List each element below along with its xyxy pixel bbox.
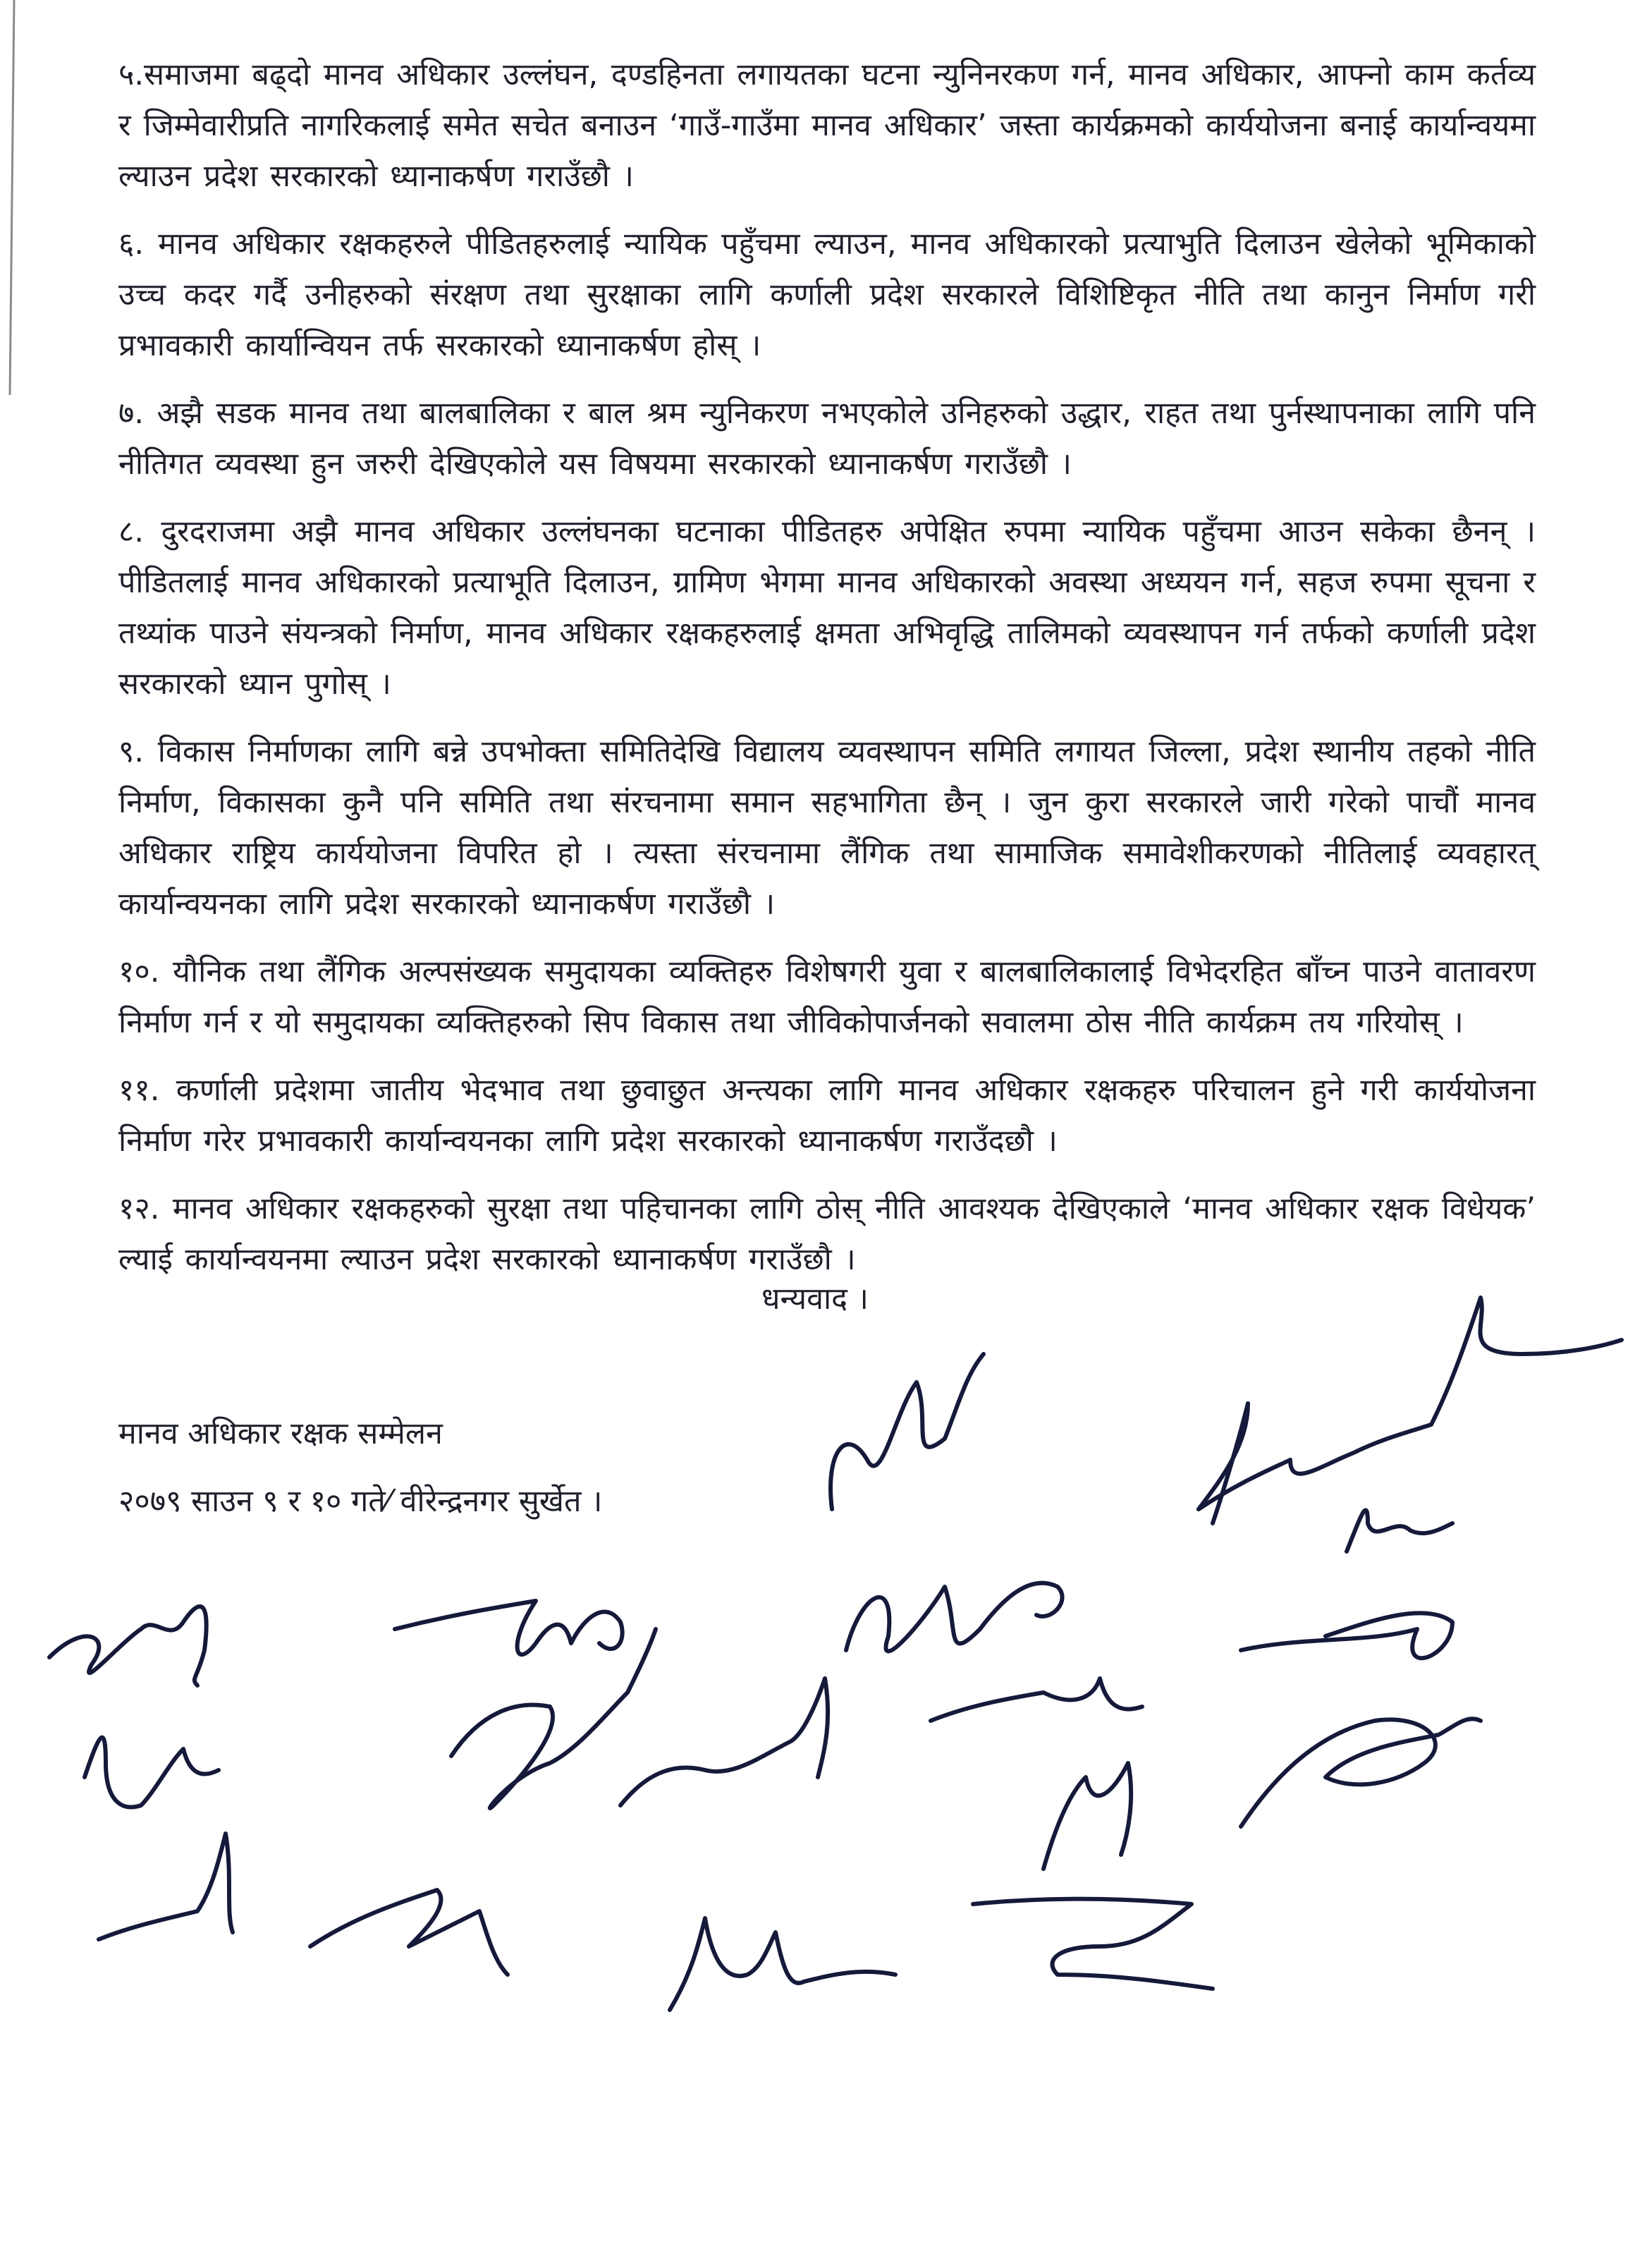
signature-14 — [85, 1738, 219, 1807]
paragraph-9: ९. विकास निर्माणका लागि बन्ने उपभोक्ता समितिदेखि विद्यालय व्यवस्थापन समिति लगायत जिल्ला, प्रदेश स्थानीय तहको नीति निर्माण, विकासका कुनै पनि समिति तथा संरचनामा समान सहभागिता छैन् । जुन कुरा सरकारले जारी गरेको पाचौं मानव अधिकार राष्ट्रिय कार्ययोजना विपरित हो । त्यस्ता संरचनामा लैंगिक तथा सामाजिक समावेशीकरणको नीतिलाई व्यवहारत् कार्यान्वयनका लागि प्रदेश सरकारको ध्यानाकर्षण गराउँछौ । — [118, 734, 1536, 922]
signature-16 — [310, 1890, 508, 1975]
signature-2 — [846, 1583, 1063, 1652]
paragraph-11: ११. कर्णाली प्रदेशमा जातीय भेदभाव तथा छुवाछुत अन्त्यका लागि मानव अधिकार रक्षकहरु परिचालन हुने गरी कार्ययोजना निर्माण गरेर प्रभावकारी कार्यान्वयनका लागि प्रदेश सरकारको ध्यानाकर्षण गराउँदछौ । — [118, 1073, 1536, 1159]
signature-6 — [49, 1606, 207, 1685]
signature-12 — [1241, 1719, 1481, 1827]
document-body — [118, 49, 1536, 1302]
paragraph-5: ५.समाजमा बढ्दो मानव अधिकार उल्लंघन, दण्डहिनता लगायतका घटना न्युनिनरकण गर्न, मानव अधिकार, आफ्नो काम कर्तव्य र जिम्मेवारीप्रति नागरिकलाई समेत सचेत बनाउन ‘गाउँ-गाउँमा मानव अधिकार’ जस्ता कार्यक्रमको कार्ययोजना बनाई कार्यान्वयमा ल्याउन प्रदेश सरकारको ध्यानाकर्षण गराउँछौ । — [118, 57, 1536, 194]
signature-10 — [931, 1678, 1142, 1721]
paragraph-10: १०. यौनिक तथा लैंगिक अल्पसंख्यक समुदायका व्यक्तिहरु विशेषगरी युवा र बालबालिकालाई विभेदरहित बाँच्न पाउने वातावरण निर्माण गर्न र यो समुदायका व्यक्तिहरुको सिप विकास तथा जीविकोपार्जनको सवालमा ठोस नीति कार्यक्रम तय गरियोस् । — [118, 954, 1536, 1040]
signature-11 — [1043, 1763, 1131, 1869]
footer-block — [118, 1400, 602, 1535]
paragraph-6: ६. मानव अधिकार रक्षकहरुले पीडितहरुलाई न्यायिक पहुँचमा ल्याउन, मानव अधिकारको प्रत्याभुति दिलाउन खेलेको भूमिकाको उच्च कदर गर्दै उनीहरुको संरक्षण तथा सुरक्षाका लागि कर्णाली प्रदेश सरकारले विशिष्टिकृत नीति तथा कानुन निर्माण गरी प्रभावकारी कार्यान्वियन तर्फ सरकारको ध्यानाकर्षण होस् । — [118, 226, 1536, 363]
paragraph-12: १२. मानव अधिकार रक्षकहरुको सुरक्षा तथा पहिचानका लागि ठोस् नीति आवश्यक देखिएकाले ‘मानव अधिकार रक्षक विधेयक’ ल्याई कार्यान्वयनमा ल्याउन प्रदेश सरकारको ध्यानाकर्षण गराउँछौ । — [118, 1191, 1536, 1277]
signature-3 — [1199, 1298, 1622, 1509]
signature-8 — [451, 1629, 656, 1808]
page-edge-line — [0, 0, 28, 395]
signature-1 — [831, 1354, 984, 1509]
signature-15 — [99, 1834, 233, 1939]
signature-9 — [620, 1678, 828, 1805]
signature-18 — [973, 1899, 1213, 1989]
signature-17 — [670, 1918, 895, 2010]
date-place: २०७९ साउन ९ र १० गते⁄ वीरेन्द्रनगर सुर्खेत । — [118, 1484, 603, 1519]
signature-7 — [395, 1601, 623, 1654]
signature-4 — [1199, 1403, 1248, 1523]
closing-thanks: धन्यवाद । — [761, 1281, 869, 1317]
signature-13 — [1241, 1613, 1452, 1658]
paragraph-8: ८. दुरदराजमा अझै मानव अधिकार उल्लंघनका घटनाका पीडितहरु अपेक्षित रुपमा न्यायिक पहुँचमा आउन सकेका छैनन् । पीडितलाई मानव अधिकारको प्रत्याभूति दिलाउन, ग्रामिण भेगमा मानव अधिकारको अवस्था अध्ययन गर्न, सहज रुपमा सूचना र तथ्यांक पाउने संयन्त्रको निर्माण, मानव अधिकार रक्षकहरुलाई क्षमता अभिवृद्धि तालिमको व्यवस्थापन गर्न तर्फको कर्णाली प्रदेश सरकारको ध्यान पुगोस् । — [118, 514, 1536, 702]
signature-5 — [1347, 1510, 1452, 1551]
organizer-name: मानव अधिकार रक्षक सम्मेलन — [118, 1416, 443, 1451]
paragraph-7: ७. अझै सडक मानव तथा बालबालिका र बाल श्रम न्युनिकरण नभएकोले उनिहरुको उद्धार, राहत तथा पुर्नस्थापनाका लागि पनि नीतिगत व्यवस्था हुन जरुरी देखिएकोले यस विषयमा सरकारको ध्यानाकर्षण गराउँछौ । — [118, 396, 1536, 482]
